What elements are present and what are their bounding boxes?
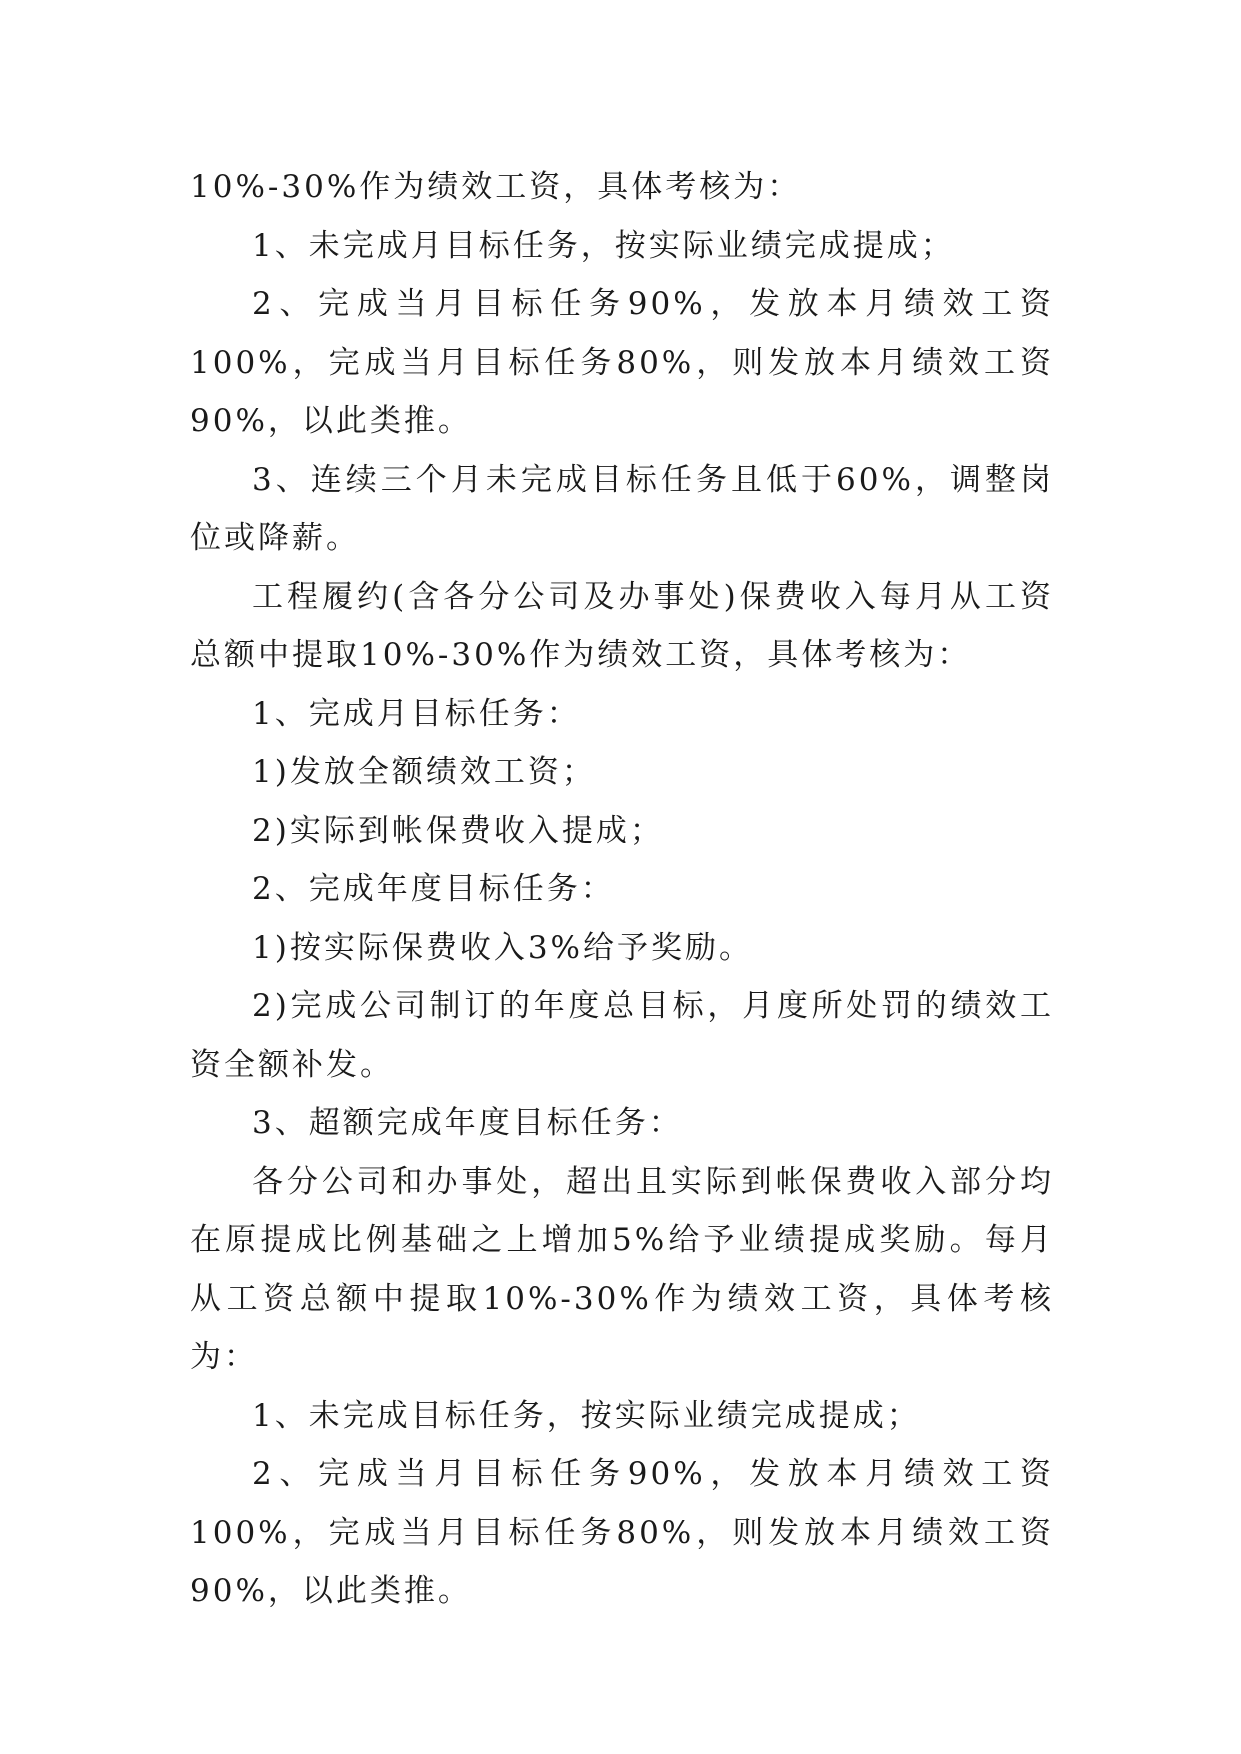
paragraph: 工程履约(含各分公司及办事处)保费收入每月从工资总额中提取10%-30%作为绩效工资，具体考核为： [190,578,1054,673]
paragraph: 2、完成当月目标任务90%，发放本月绩效工资100%，完成当月目标任务80%，则发放本月绩效工资90%，以此类推。 [190,286,1054,439]
paragraph: 3、超额完成年度目标任务： [252,1105,683,1141]
paragraph: 2、完成年度目标任务： [252,871,615,907]
paragraph: 3、连续三个月未完成目标任务且低于60%，调整岗位或降薪。 [190,461,1054,556]
paragraph: 1、未完成目标任务，按实际业绩完成提成； [252,1397,921,1434]
paragraph: 各分公司和办事处，超出且实际到帐保费收入部分均在原提成比例基础之上增加5%给予业绩提成奖励。每月从工资总额中提取10%-30%作为绩效工资，具体考核为： [190,1163,1054,1375]
paragraph: 2、完成当月目标任务90%，发放本月绩效工资100%，完成当月目标任务80%，则发放本月绩效工资90%，以此类推。 [190,1456,1054,1609]
paragraph: 1、完成月目标任务： [252,695,581,732]
document-body [190,158,1054,1621]
paragraph: 2)完成公司制订的年度总目标，月度所处罚的绩效工资全额补发。 [190,988,1054,1083]
paragraph: 1、未完成月目标任务，按实际业绩完成提成； [252,227,955,264]
paragraph: 2)实际到帐保费收入提成； [252,812,664,849]
paragraph: 1)发放全额绩效工资； [252,754,596,790]
paragraph: 10%-30%作为绩效工资，具体考核为： [190,169,802,205]
paragraph: 1)按实际保费收入3%给予奖励。 [252,929,753,966]
